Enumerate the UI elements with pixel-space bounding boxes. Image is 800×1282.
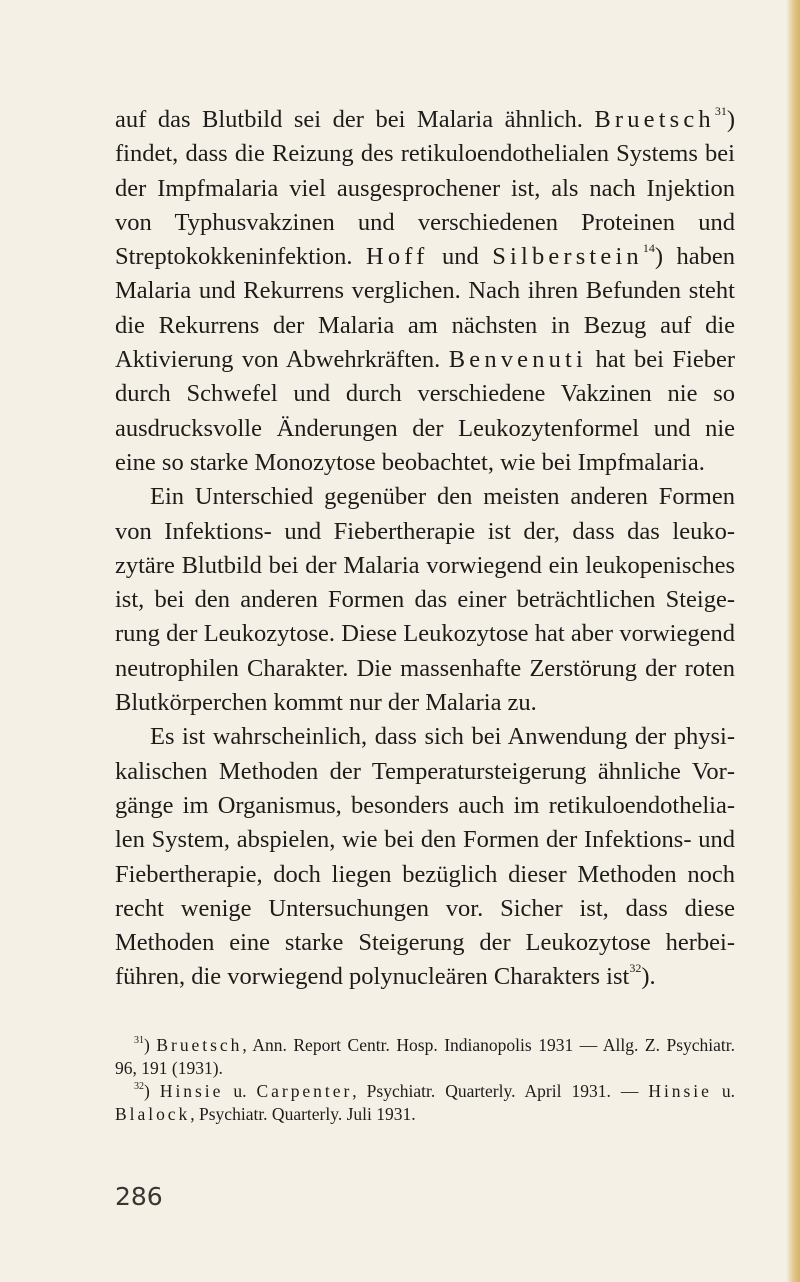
- text-run: Es ist wahrscheinlich, dass sich bei Anwendung der physikalischen Methoden der Temperatursteigerung ähnliche Vorgänge im Organismus, besonders auch im retikuloendothelialen System, abspielen, wie bei den Formen der Infektions- und Fiebertherapie, doch liegen bezüglich dieser Methoden noch recht wenige Untersuchungen vor. Sicher ist, dass diese Methoden eine starke Steigerung der Leukozytose herbeiführen, die vorwiegend polynucleären Charakters ist: [115, 723, 735, 991]
- footnotes: [115, 1034, 735, 1126]
- author-bruetsch: Bruetsch: [594, 106, 715, 133]
- footnote-number: 31: [134, 1035, 144, 1046]
- text-run: hat bei Fieber durch Schwefel und durch verschiedene Vakzinen nie so ausdrucksvolle Änderungen der Leukozytenformel und nie eine so starke Monozytose beobachtet, wie bei Impfmalaria.: [115, 346, 735, 476]
- page-edge-stain: [786, 0, 800, 1282]
- footnote-32: [115, 1080, 735, 1126]
- citation-text: , Psychiatr. Quarterly. April 1931. —: [352, 1081, 649, 1101]
- paragraph-2: Ein Unterschied gegenüber den meisten anderen Formen von Infektions- und Fiebertherapie ist der, dass das leukozytäre Blutbild bei der Malaria vorwiegend ein leukopenisches ist, bei den anderen Formen das einer beträchtlichen Steigerung der Leukozytose. Diese Leukozytose hat aber vorwiegend neutrophilen Charakter. Die massenhafte Zerstörung der roten Blutkörperchen kommt nur der Malaria zu.: [115, 483, 735, 717]
- footnote-number: 32: [134, 1081, 144, 1092]
- author-silberstein: Silberstein: [492, 243, 643, 271]
- footnote-ref-32: 32: [629, 961, 642, 976]
- paragraph-1: [115, 103, 735, 480]
- text-run: u.: [223, 1081, 257, 1101]
- author-bruetsch: Bruetsch: [156, 1035, 243, 1055]
- text-run: u.: [711, 1081, 735, 1101]
- text-run: auf das Blutbild sei der bei Malaria ähnlich.: [115, 106, 595, 133]
- text-run: ): [144, 1081, 150, 1101]
- text-run: ).: [641, 963, 656, 991]
- author-carpenter: Carpenter: [256, 1081, 353, 1101]
- text-run: und: [428, 243, 493, 271]
- footnote-31: [115, 1034, 735, 1080]
- citation-text: , Ann. Report Centr. Hosp. Indianopolis 1931 — Allg. Z. Psychiatr. 96, 191 (1931).: [115, 1035, 736, 1078]
- body-text: [115, 103, 735, 995]
- page-number: 286: [115, 1182, 163, 1211]
- paragraph-3: [115, 720, 735, 994]
- footnote-ref-14: 14: [642, 241, 655, 256]
- author-benvenuti: Benvenuti: [448, 346, 587, 374]
- author-hoff: Hoff: [365, 243, 429, 271]
- footnote-ref-31: 31: [714, 104, 727, 118]
- author-hinsie: Hinsie: [648, 1081, 712, 1101]
- citation-text: , Psychiatr. Quarterly. Juli 1931.: [190, 1104, 416, 1124]
- author-blalock: Blalock: [115, 1104, 191, 1124]
- text-run: ) haben Malaria und Rekurrens verglichen. Nach ihren Befunden steht die Rekurrens der Malaria am nächsten in Bezug auf die Aktivierung von Abwehrkräften.: [115, 243, 735, 374]
- author-hinsie: Hinsie: [159, 1081, 224, 1101]
- text-run: ): [144, 1035, 150, 1055]
- text-run: ) findet, dass die Reizung des retikuloendothelialen Systems bei der Impfmalaria viel ausgesprochener ist, als nach Injektion von Typhusvakzinen und verschiedenen Proteinen und Streptokokkeninfektion.: [115, 106, 735, 271]
